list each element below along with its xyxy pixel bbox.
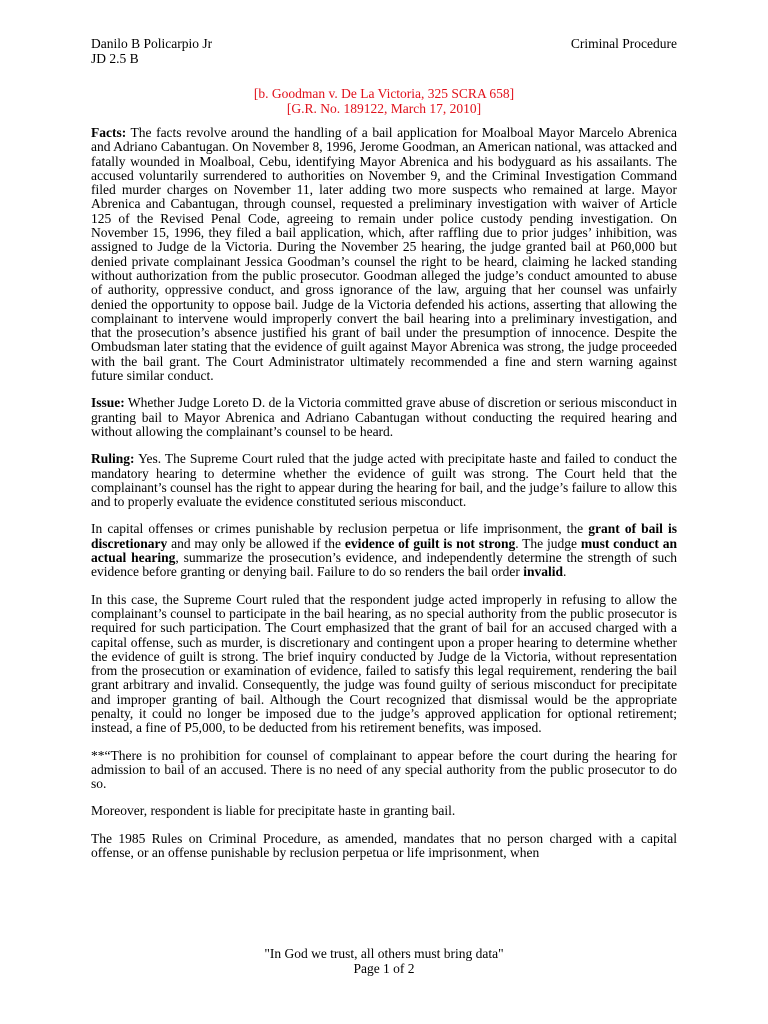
page-number: Page 1 of 2 xyxy=(353,961,415,976)
capital-text-5: . xyxy=(563,564,567,580)
header-left xyxy=(91,36,212,66)
facts-paragraph xyxy=(91,126,677,383)
ruling-text: Yes. The Supreme Court ruled that the judge acted with precipitate haste and failed to conduct the mandatory hearing to determine whether the evidence of guilt was strong. The Court held that the complainant’s counsel has the right to appear during the hearing for bail, and the judge’s failure to allow this and to properly evaluate the evidence constituted serious misconduct. xyxy=(91,451,677,510)
facts-text: The facts revolve around the handling of a bail application for Moalboal Mayor Marcelo Abrenica and Adriano Cabantugan. On November 8, 1996, Jerome Goodman, an American national, was attacked and fatally wounded in Moalboal, Cebu, identifying Mayor Abrenica and his bodyguard as his assailants. The accused voluntarily surrendered to authorities on November 9, and the Criminal Investigation Command filed murder charges on November 11, later adding two more suspects who remained at large. Mayor Abrenica and Cabantugan, through counsel, requested a preliminary investigation with waiver of Article 125 of the Revised Penal Code, agreeing to remain under police custody pending investigation. On November 15, 1996, they filed a bail application, which, after raffling due to prior judges’ inhibition, was assigned to Judge de la Victoria. During the November 25 hearing, the judge granted bail at P60,000 but denied private complainant Jessica Goodman’s counsel the right to be heard, claiming he lacked standing without authorization from the public prosecutor. Goodman alleged the judge’s conduct amounted to abuse of authority, oppressive conduct, and gross ignorance of the law, arguing that her counsel was unfairly denied the opportunity to oppose bail. Judge de la Victoria defended his actions, asserting that allowing the complainant to intervene would improperly convert the bail hearing into a preliminary investigation, and that the prosecution’s absence justified his grant of bail under the presumption of innocence. Despite the Ombudsman later stating that the evidence of guilt against Mayor Abrenica was strong, the judge proceeded with the bail grant. The Court Administrator ultimately recommended a fine and stern warning against future similar conduct. xyxy=(91,125,677,384)
capital-bold-1: grant of bail is discretionary xyxy=(91,521,677,551)
case-title xyxy=(91,87,677,116)
capital-text-3: . The judge xyxy=(515,535,581,551)
digest-body xyxy=(91,126,677,873)
capital-offense-paragraph xyxy=(91,522,677,579)
author-name: Danilo B Policarpio Jr xyxy=(91,36,213,51)
case-gr-number: [G.R. No. 189122, March 17, 2010] xyxy=(286,100,482,116)
section-code: JD 2.5 B xyxy=(91,51,139,66)
capital-text-4: , summarize the prosecution’s evidence, and independently determine the strength of such evidence before granting or denying bail. Failure to do so renders the bail order xyxy=(91,550,677,580)
footer-motto: "In God we trust, all others must bring data" xyxy=(264,946,504,961)
ruling-label: Ruling: xyxy=(91,451,135,467)
ruling-paragraph xyxy=(91,452,677,509)
quote-paragraph: **“There is no prohibition for counsel of complainant to appear before the court during the hearing for admission to bail of an accused. There is no need of any special authority from the public prosecutor to do so. xyxy=(91,747,677,792)
moreover-paragraph: Moreover, respondent is liable for precipitate haste in granting bail. xyxy=(91,803,456,819)
page-footer xyxy=(91,946,677,976)
capital-text-2: and may only be allowed if the xyxy=(167,535,345,551)
capital-text-1: In capital offenses or crimes punishable by reclusion perpetua or life imprisonment, the xyxy=(91,521,589,537)
capital-bold-3: must conduct an actual hearing xyxy=(91,535,677,566)
issue-label: Issue: xyxy=(91,395,125,411)
facts-label: Facts: xyxy=(91,125,127,140)
case-citation: [b. Goodman v. De La Victoria, 325 SCRA 658] xyxy=(253,86,515,101)
in-this-case-paragraph: In this case, the Supreme Court ruled that the respondent judge acted improperly in refusing to allow the complainant’s counsel to participate in the bail hearing, as no special authority from the public prosecutor is required for such participation. The Court emphasized that the grant of bail for an accused charged with a capital offense, such as murder, is discretionary and contingent upon a proper hearing to determine whether the evidence of guilt is strong. The brief inquiry conducted by Judge de la Victoria, without representation from the prosecution or examination of evidence, failed to satisfy this legal requirement, rendering the bail grant arbitrary and invalid. Consequently, the judge was found guilty of serious misconduct for precipitate and improper granting of bail. Although the Court recognized that dismissal would be the appropriate penalty, it could no longer be imposed due to the judge’s approved application for optional retirement; instead, a fine of P5,000, to be deducted from his retirement benefits, was imposed. xyxy=(91,591,677,736)
capital-bold-2: evidence of guilt is not strong xyxy=(344,535,516,551)
header-subject: Criminal Procedure xyxy=(570,36,677,51)
issue-paragraph xyxy=(91,396,677,439)
rules-1985-paragraph: The 1985 Rules on Criminal Procedure, as amended, mandates that no person charged with a capital offense, or an offense punishable by reclusion perpetua or life imprisonment, when xyxy=(91,830,677,861)
issue-text: Whether Judge Loreto D. de la Victoria committed grave abuse of discretion or serious misconduct in granting bail to Mayor Abrenica and Adriano Cabantugan without conducting the required hearing and without allowing the complainant’s counsel to be heard. xyxy=(91,395,677,439)
capital-bold-4: invalid xyxy=(523,564,564,580)
